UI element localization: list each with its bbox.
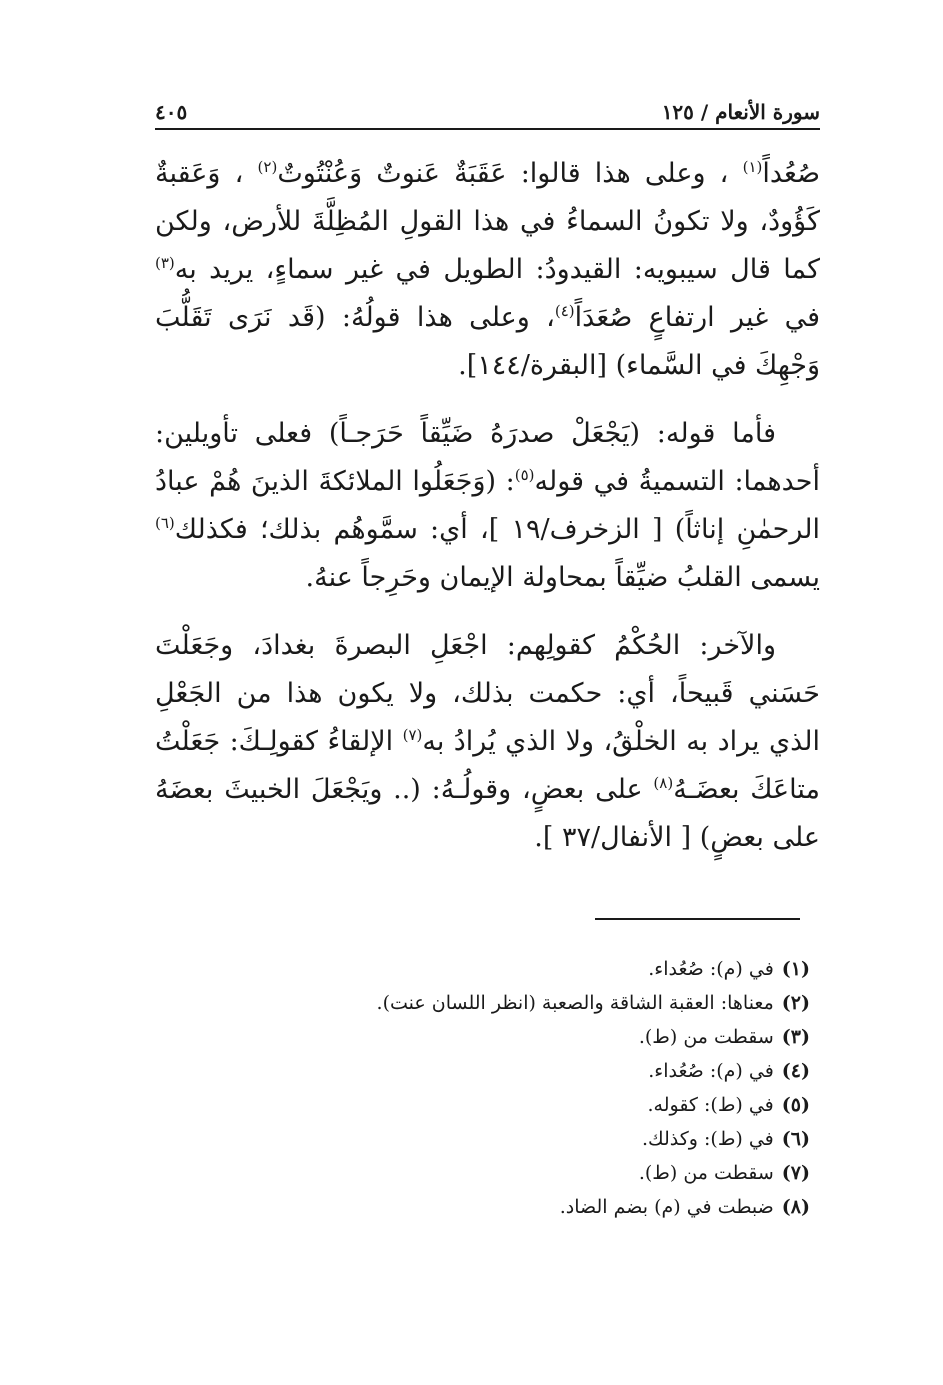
footnote-ref-3: (٣)	[155, 254, 175, 272]
footnote-text: سقطت من (ط).	[638, 1162, 774, 1184]
surah-title: سورة الأنعام / ١٢٥	[661, 100, 820, 124]
footnote-ref-4: (٤)	[554, 302, 575, 320]
text-segment: ، وعلى هذا قولُهُ: (قَد نَرَى تَقَلُّبَ وَجْهِكَ في السَّماء) [البقرة/١٤٤].	[155, 302, 820, 381]
footnote-text: في (م): صُعُداء.	[648, 1060, 774, 1082]
footnote-number: (١)	[781, 958, 810, 980]
text-segment: ، وعلى هذا قالوا: عَقَبَةٌ عَنوتٌ وَعُنْتُوتٌ	[277, 158, 743, 189]
paragraph-2	[155, 410, 820, 602]
footnote-text: ضبطت في (م) بضم الضاد.	[559, 1196, 774, 1218]
text-segment: صُعُداً	[762, 158, 821, 189]
footnote-text: في (م): صُعُداء.	[648, 958, 774, 980]
footnote-item	[155, 1054, 810, 1088]
page-number: ٤٠٥	[155, 100, 188, 124]
footnote-item	[155, 1088, 810, 1122]
footnote-item	[155, 1156, 810, 1190]
footnote-number: (٢)	[781, 992, 810, 1014]
footnote-divider	[595, 918, 800, 920]
text-segment: : (وَجَعَلُوا الملائكةَ الذينَ هُمْ عبادُ الرحمٰنِ إناثاً) [ الزخرف/١٩ ]، أي: سمَّوهُم بذلك؛ فكذلك	[155, 466, 820, 545]
footnote-item	[155, 1020, 810, 1054]
footnote-text: في (ط): كقوله.	[647, 1094, 774, 1116]
paragraph-3	[155, 622, 820, 862]
footnote-number: (٣)	[781, 1026, 810, 1048]
footnote-ref-7: (٧)	[402, 726, 423, 744]
footnote-ref-8: (٨)	[653, 774, 674, 792]
paragraph-1	[155, 150, 820, 390]
footnote-item	[155, 952, 810, 986]
text-segment: في غير ارتفاعٍ صُعَدَاً	[574, 302, 820, 333]
main-text	[155, 150, 820, 882]
book-page	[155, 80, 820, 1370]
footnote-number: (٧)	[781, 1162, 810, 1184]
footnote-text: في (ط): وكذلك.	[641, 1128, 774, 1150]
footnote-number: (٥)	[781, 1094, 810, 1116]
footnote-ref-5: (٥)	[514, 466, 535, 484]
text-segment: ، وَعَقبةٌ كَؤُودٌ، ولا تكونُ السماءُ في هذا القولِ المُظِلَّةَ للأرض، ولكن كما قال سيبويه: القيدودُ: الطويل في غير سماءٍ، يريد به	[155, 158, 820, 285]
text-segment: الإلقاءُ كقولِـكَ: جَعَلْتُ متاعَكَ بعضَـهُ	[155, 726, 820, 805]
footnote-ref-2: (٢)	[257, 158, 278, 176]
footnote-item	[155, 1190, 810, 1224]
footnote-text: سقطت من (ط).	[638, 1026, 774, 1048]
text-segment: والآخر: الحُكْمُ كقولِهم: اجْعَلِ البصرةَ بغدادَ، وجَعَلْتَ حَسَني قَبيحاً، أي: حكمت بذلك، ولا يكون هذا من الجَعْلِ الذي يراد به الخلْقُ، ولا الذي يُرادُ به	[155, 630, 821, 757]
footnote-number: (٤)	[781, 1060, 810, 1082]
footnote-number: (٨)	[781, 1196, 810, 1218]
text-segment: يسمى القلبُ ضيِّقاً بمحاولة الإيمان وحَرِجاً عنهُ.	[305, 562, 820, 593]
footnote-number: (٦)	[781, 1128, 810, 1150]
text-segment: على بعضٍ، وقولُـهُ: (.. ويَجْعَلَ الخبيثَ بعضَهُ على بعضٍ) [ الأنفال/٣٧ ].	[155, 774, 820, 853]
footnote-ref-6: (٦)	[155, 514, 175, 532]
footnote-item	[155, 1122, 810, 1156]
footnote-text: معناها: العقبة الشاقة والصعبة (انظر اللسان عنت).	[376, 992, 774, 1014]
footnote-ref-1: (١)	[742, 158, 763, 176]
text-segment: فأما قوله: (يَجْعَلْ صدرَهُ ضَيِّقاً حَرَجـاً) فعلى تأويلين: أحدهما: التسميةُ في قوله	[155, 418, 820, 497]
footnotes-list	[155, 952, 810, 1224]
running-header	[155, 90, 820, 130]
footnote-item	[155, 986, 810, 1020]
